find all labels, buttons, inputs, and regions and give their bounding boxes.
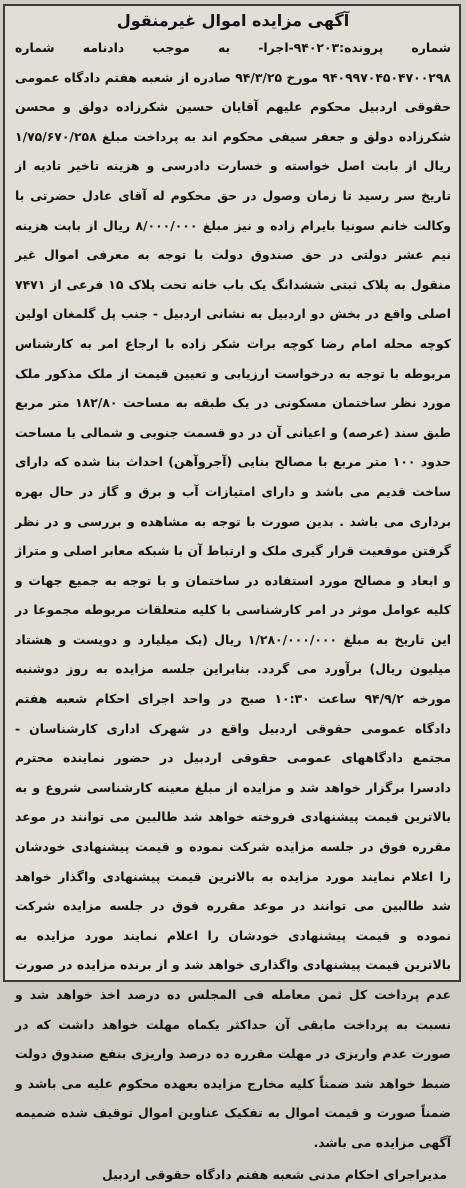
notice-body: شماره پرونده:۹۴۰۲۰۳-اجرا- به موجب دادنامه شماره ۹۴۰۹۹۷۰۴۵۰۴۷۰۰۲۹۸ مورخ ۹۴/۳/۲۵ صادره از شعبه هفتم دادگاه عمومی حقوقی اردبیل محکوم علیهم آقایان حسین شکرزاده دولق و محسن شکرزاده دولق و جعفر سیفی محکوم اند به پرداخت مبلغ ۱/۷۵/۶۷۰/۲۵۸ ریال از بابت اصل خواسته و خسارت دادرسی و هزینه تاخیر تادیه از تاریخ سر رسید تا زمان وصول در حق محکوم له آقای عادل حضرتی با وکالت خانم سونیا بایرام زاده و نیز مبلغ ۸/۰۰۰/۰۰۰ ریال از بابت هزینه نیم عشر دولتی در حق صندوق دولت با توجه به معرفی اموال غیر منقول به پلاک ثبتی ششدانگ یک باب خانه تحت پلاک ۱۵ فرعی از ۷۴۷۱ اصلی واقع در بخش دو اردبیل به نشانی اردبیل - جنب پل گلمغان اولین کوچه محله امام رضا کوچه برات شکر زاده با ارجاع امر به کارشناس مربوطه با توجه به درخواست ارزیابی و تعیین قیمت از ملک مذکور ملک مورد نظر ساختمان مسکونی در یک طبقه به مساحت ۱۸۲/۸۰ متر مربع طبق سند (عرصه) و اعیانی آن در دو قسمت جنوبی و شمالی با مساحت حدود ۱۰۰ متر مربع با مصالح بنایی (آجروآهن) احداث بنا شده که دارای ساخت قدیم می باشد و دارای امتیازات آب و برق و گاز در حال بهره برداری می باشد . بدین صورت با توجه به مشاهده و بررسی و در نظر گرفتن موقعیت قرار گیری ملک و ارتباط آن با شبکه معابر اصلی و متراژ و ابعاد و مصالح مورد استفاده در ساختمان و با توجه به جمیع جهات و کلیه عوامل موثر در امر کارشناسی با کلیه متعلقات مربوطه مجموعا در این تاریخ به مبلغ ۱/۲۸۰/۰۰۰/۰۰۰ ریال (یک میلیارد و دویست و هشتاد میلیون ریال) برآورد می گردد. بنابراین جلسه مزایده به روز دوشنبه مورخه ۹۴/۹/۲ ساعت ۱۰:۳۰ صبح در واحد اجرای احکام شعبه هفتم دادگاه عمومی حقوقی اردبیل واقع در شهرک اداری کارشناسان - مجتمع دادگاههای عمومی حقوقی اردبیل در حضور نماینده محترم دادسرا برگزار خواهد شد و مزایده از مبلغ معینه کارشناسی شروع و به بالاترین قیمت پیشنهادی فروخته خواهد شد طالبین می توانند در موعد مقرره فوق در جلسه مزایده شرکت نموده و قیمت پیشنهادی خودشان را اعلام نمایند مورد مزایده به بالاترین قیمت پیشنهادی واگذار خواهد شد طالبین می توانند در موعد مقرره فوق در جلسه مزایده شرکت نموده و قیمت پیشنهادی خودشان را اعلام نمایند مورد مزایده به بالاترین قیمت پیشنهادی واگذاری خواهد شد و از برنده مزایده در صورت عدم پرداخت کل ثمن معامله فی المجلس ده درصد اخذ خواهد شد و نسبت به پرداخت مابقی آن حداکثر یکماه مهلت خواهد داشت که در صورت عدم واریزی در مهلت مقرره ده درصد واریزی بنفع صندوق دولت ضبط خواهد شد ضمناً کلیه مخارج مزایده بعهده محکوم علیه می باشد و ضمناً صورت و قیمت اموال به تفکیک عناوین اموال توقیف شده ضمیمه آگهی مزایده می باشد.: [15, 40, 452, 1150]
newspaper-clipping: [3, 4, 461, 1182]
notice-signature: مدیراجرای احکام مدنی شعبه هفتم دادگاه حقوقی اردبیل: [102, 1166, 447, 1182]
notice-title: آگهی مزایده اموال غیرمنقول: [116, 11, 350, 30]
